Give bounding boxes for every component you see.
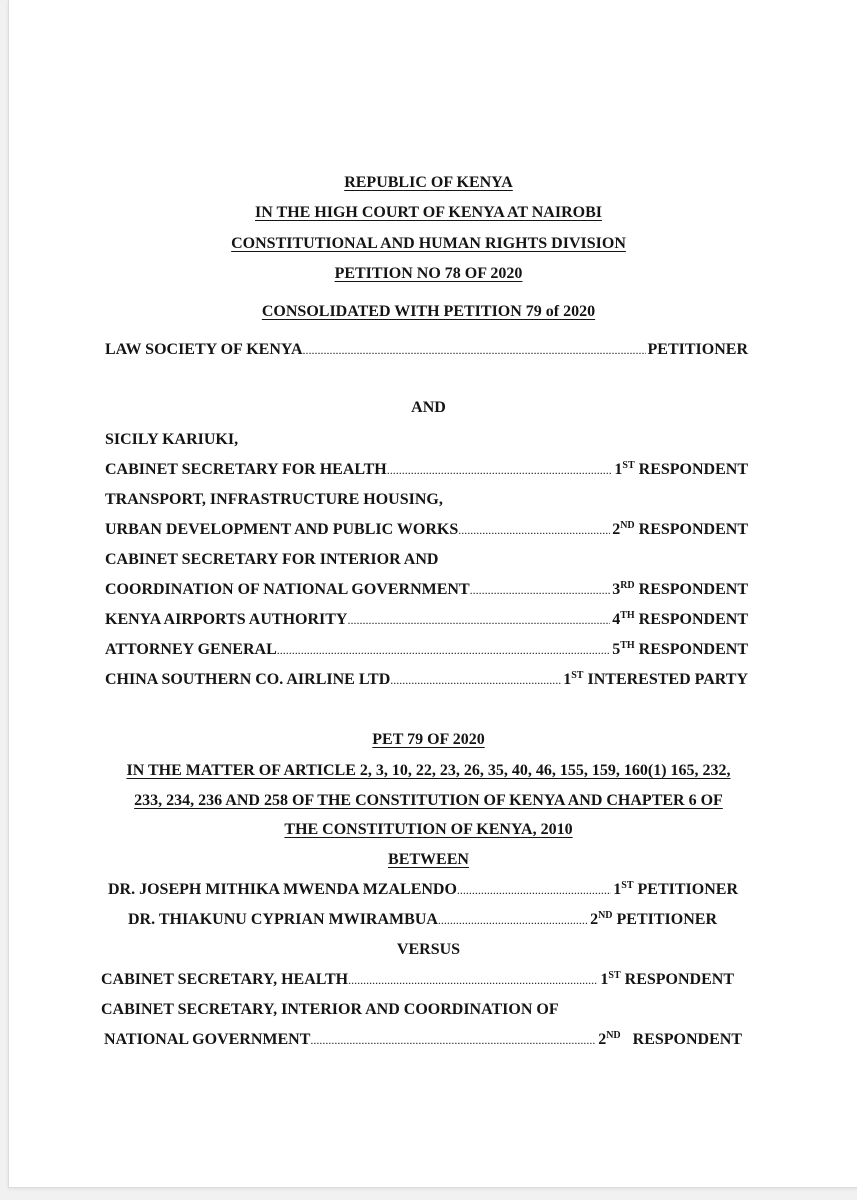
between-separator: BETWEEN xyxy=(388,851,469,868)
pet79-matter-line3: THE CONSTITUTION OF KENYA, 2010 xyxy=(284,821,573,838)
heading-court: IN THE HIGH COURT OF KENYA AT NAIROBI xyxy=(255,204,602,221)
pet79-r2-name-line1: CABINET SECRETARY, INTERIOR AND COORDINATION OF xyxy=(101,1001,559,1018)
party-petitioner-lsk: LAW SOCIETY OF KENYA ..... PETITIONER xyxy=(105,340,748,360)
heading-consolidated: CONSOLIDATED WITH PETITION 79 of 2020 xyxy=(261,303,596,320)
pet79-matter-line1: IN THE MATTER OF ARTICLE 2, 3, 10, 22, 23, 26, 35, 40, 46, 155, 159, 160(1) 165, 232, xyxy=(126,762,731,779)
party-respondent-health: CABINET SECRETARY, HEALTH ..... 1ST RESPONDENT xyxy=(101,970,734,990)
party-respondent-2: URBAN DEVELOPMENT AND PUBLIC WORKS ..... 2ND RESPONDENT xyxy=(105,520,748,540)
party-petitioner-2: DR. THIAKUNU CYPRIAN MWIRAMBUA ..... 2ND PETITIONER xyxy=(128,910,717,930)
heading-republic: REPUBLIC OF KENYA xyxy=(344,174,513,191)
r3-name-line1: CABINET SECRETARY FOR INTERIOR AND xyxy=(105,551,439,568)
heading-division: CONSTITUTIONAL AND HUMAN RIGHTS DIVISION xyxy=(231,235,626,252)
party-respondent-1: CABINET SECRETARY FOR HEALTH ..... 1ST RESPONDENT xyxy=(105,460,748,480)
versus-separator: VERSUS xyxy=(396,941,461,958)
and-separator: AND xyxy=(411,399,446,416)
party-petitioner-1: DR. JOSEPH MITHIKA MWENDA MZALENDO ..... 1ST PETITIONER xyxy=(108,880,738,900)
party-respondent-4: KENYA AIRPORTS AUTHORITY ..... 4TH RESPONDENT xyxy=(105,610,748,630)
r1-name-line1: SICILY KARIUKI, xyxy=(105,431,239,448)
pet79-title: PET 79 OF 2020 xyxy=(372,731,485,748)
pet79-matter-line2: 233, 234, 236 AND 258 OF THE CONSTITUTION OF KENYA AND CHAPTER 6 OF xyxy=(134,792,723,809)
party-respondent-5: ATTORNEY GENERAL ..... 5TH RESPONDENT xyxy=(105,640,748,660)
party-respondent-3: COORDINATION OF NATIONAL GOVERNMENT ..... 3RD RESPONDENT xyxy=(105,580,748,600)
heading-petition-number: PETITION NO 78 OF 2020 xyxy=(334,265,523,282)
r2-name-line1: TRANSPORT, INFRASTRUCTURE HOUSING, xyxy=(105,491,443,508)
party-interested-party-1: CHINA SOUTHERN CO. AIRLINE LTD ..... 1ST INTERESTED PARTY xyxy=(105,670,748,690)
party-respondent-interior: NATIONAL GOVERNMENT ..... 2ND RESPONDENT xyxy=(104,1030,742,1050)
